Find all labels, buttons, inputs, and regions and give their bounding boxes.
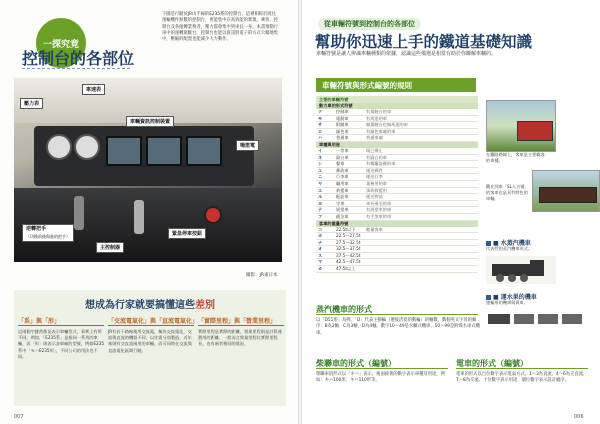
label-info-screen: 車輛資訊控制裝置 bbox=[126, 116, 174, 127]
table-cell-name: 一等車 bbox=[336, 147, 349, 153]
table-cell-note bbox=[366, 266, 478, 272]
table-row bbox=[316, 233, 478, 240]
table-row bbox=[316, 135, 478, 142]
band-col-2 bbox=[108, 316, 199, 354]
table-cell-name: 22.5〜27.5t bbox=[336, 233, 361, 239]
table-cell-name: 控制車 bbox=[336, 109, 349, 114]
table-cell-note: 有駕駛台的車 bbox=[366, 109, 392, 114]
table-cell-note: 運送物品 bbox=[366, 194, 383, 200]
table-cell-code: ス bbox=[318, 252, 323, 258]
table-cell-code: モ bbox=[318, 115, 323, 121]
table-cell-name: 綠色車 bbox=[336, 128, 349, 134]
table-cell-note: 輕量客車 bbox=[366, 226, 383, 232]
locomotive-icon bbox=[486, 256, 556, 284]
table-cell-note: 有手煞車的車 bbox=[366, 213, 392, 219]
mini-title: 從車輛符號到控制台的各部位 bbox=[318, 18, 421, 30]
red-train bbox=[517, 121, 553, 141]
side-freight-title: ■ 運水果的機車 bbox=[486, 292, 537, 301]
table-cell-note bbox=[366, 253, 478, 259]
section-emu: 電車的形式（編號） bbox=[456, 359, 528, 368]
table-cell-code: フ bbox=[318, 213, 323, 219]
table-cell-name: 餐車 bbox=[336, 161, 345, 167]
side-loco-title: ■ 水蒸汽機車 bbox=[486, 238, 531, 247]
table-cell-note bbox=[366, 233, 478, 239]
label-lever-sub: （切換前後與進的把手） bbox=[26, 234, 70, 239]
table-row bbox=[316, 188, 478, 195]
table-cell-code: ニ bbox=[318, 174, 323, 180]
table-section-3: 客車的重量符號 bbox=[316, 221, 478, 227]
table-cell-name: 普通車 bbox=[336, 135, 349, 141]
table-row bbox=[316, 194, 478, 201]
table-cell-name: 守車 bbox=[336, 200, 345, 206]
left-page bbox=[0, 0, 298, 424]
label-horn: 鳴笛電 bbox=[236, 140, 259, 151]
band-col-3-text: 實際里程是實際的距離，營業里程則是計算運費用的距離。一般而言營業里程比實際里程長，也有兩者相同的狀況。 bbox=[198, 329, 282, 347]
table-cell-name: 救援車 bbox=[336, 187, 349, 193]
section-dmu-line bbox=[316, 368, 448, 369]
table-cell-name: 27.5〜32.5t bbox=[336, 239, 361, 245]
table-row bbox=[316, 122, 478, 129]
table-cell-name: 22.5t以下 bbox=[336, 226, 356, 232]
band-col-3 bbox=[198, 316, 284, 348]
table-row bbox=[316, 214, 478, 221]
table-cell-code: マ bbox=[318, 259, 323, 265]
table-cell-name: 郵政車 bbox=[336, 167, 349, 173]
table-row bbox=[316, 201, 478, 208]
table-row bbox=[316, 246, 478, 253]
speed-gauge bbox=[74, 134, 100, 160]
table-cell-note: 有餐廳設備的車 bbox=[366, 161, 396, 167]
section-steam-text: 以「D51形」為例，「D」代表主動輪（連接活塞的動輪）的軸數，數個英文字母的順序：B為2軸、C為3軸、D為4軸。數字10〜49是水櫃式機車，50〜99是附煤水車式機車。 bbox=[316, 318, 480, 336]
right-title: 幫助你迅速上手的鐵道基礎知識 bbox=[315, 33, 533, 51]
train-photo-2 bbox=[532, 170, 600, 212]
table-cell-code: サ bbox=[318, 122, 323, 128]
table-cell-code: ク bbox=[318, 109, 323, 114]
section-steam-line bbox=[316, 314, 478, 315]
table-cell-code: オ bbox=[318, 246, 323, 252]
label-master: 主控制器 bbox=[96, 242, 124, 253]
section-emu-line bbox=[456, 368, 588, 369]
band-col-1-head: 「系」與「形」 bbox=[18, 316, 104, 326]
table-cell-name: 職用車 bbox=[336, 180, 349, 186]
table-cell-code: ル bbox=[318, 194, 323, 200]
table-row bbox=[316, 240, 478, 247]
band-col-1 bbox=[18, 316, 104, 360]
table-row bbox=[316, 161, 478, 168]
table-head: 主要的車輛符號 bbox=[316, 96, 478, 103]
table-cell-name: 寢台車 bbox=[336, 154, 349, 160]
table-row bbox=[316, 207, 478, 214]
steam-loco-drawing bbox=[486, 256, 556, 284]
table-cell-note: 運送行李 bbox=[366, 174, 383, 180]
table-cell-note: 事故救援用 bbox=[366, 187, 387, 193]
table-cell-name: 配給車 bbox=[336, 194, 349, 200]
photo-credit: 攝影：JR東日本 bbox=[246, 273, 278, 278]
band-col-2-text: JR有若干路線使用交流電，稱為交流電化，交流與直流的機器不同，以往需分別製造，近年來則有交直流兩用的車輛，而可同時在交流與直流電化區間行駛。 bbox=[108, 329, 192, 353]
title-underline bbox=[22, 68, 130, 69]
table-cell-name: 47.5t以上 bbox=[336, 266, 356, 272]
side-freight-text: 運輸用的機車與貨車。 bbox=[486, 300, 528, 305]
table-rows-3 bbox=[316, 227, 478, 273]
table-cell-code: イ bbox=[318, 147, 323, 153]
table-row bbox=[316, 181, 478, 188]
band-col-1-text: 這兩個字雖然都是表示車輛型式，事實上有所不同，例如，「E235系」是指同一系列的車輛，而「形」則表示各車廂的型號，例如E235系中「モハE235形」，不同公司的用法也不同。 bbox=[18, 329, 105, 359]
section-dmu-text: 柴聯車的形式以「キハ」表示，後面接著的數字表示車種及用途，例如：キハ100形、キハ110形等。 bbox=[316, 372, 445, 384]
table-cell-name: 緩急車 bbox=[336, 213, 349, 219]
difference-band bbox=[14, 290, 286, 406]
table-row bbox=[316, 266, 478, 273]
table-row bbox=[316, 155, 478, 162]
dashboard-panel bbox=[34, 126, 254, 186]
table-cell-note: 有展望室的車 bbox=[366, 207, 392, 213]
table-cell-code: ヨ bbox=[318, 200, 323, 206]
table-cell-name: 電動車 bbox=[336, 115, 349, 121]
table-cell-name: 32.5〜37.5t bbox=[336, 246, 361, 252]
table-row bbox=[316, 174, 478, 181]
table-cell-note: 運送郵件 bbox=[366, 167, 383, 173]
right-screen bbox=[186, 136, 222, 166]
pressure-gauge bbox=[46, 134, 72, 160]
table-cell-note bbox=[366, 240, 478, 246]
table-cell-note: 無駕駛台也無馬達的車 bbox=[366, 122, 408, 128]
page-title: 控制台的各部位 bbox=[22, 49, 135, 68]
caption-1: 在鐵路路線上，客車是主要載客的車種。 bbox=[486, 152, 545, 163]
table-cell-code: ネ bbox=[318, 154, 323, 160]
table-rows-2 bbox=[316, 148, 478, 221]
table-cell-note: 業務用的車 bbox=[366, 180, 387, 186]
caption-2: 觀光列車「SL人吉號」的客車也是具有特色的車輛。 bbox=[486, 184, 529, 201]
table-cell-name: 37.5〜42.5t bbox=[336, 252, 361, 258]
symbol-table bbox=[316, 96, 478, 273]
master-controller bbox=[134, 200, 144, 234]
table-cell-code: テ bbox=[318, 207, 323, 213]
table-row bbox=[316, 129, 478, 136]
table-cell-note bbox=[366, 259, 478, 265]
table-cell-name: 附隨車 bbox=[336, 122, 349, 128]
train-photo-1 bbox=[486, 100, 556, 152]
table-cell-note: 有寢台的車 bbox=[366, 154, 387, 160]
section-steam: 蒸汽機車的形式 bbox=[316, 305, 372, 314]
center-screen bbox=[146, 136, 182, 166]
table-cell-code: カ bbox=[318, 266, 323, 272]
table-cell-code: ユ bbox=[318, 167, 323, 173]
emergency-button bbox=[204, 206, 222, 224]
table-cell-code: ナ bbox=[318, 239, 323, 245]
table-row bbox=[316, 148, 478, 155]
table-cell-code: ハ bbox=[318, 135, 323, 141]
label-speed: 車速表 bbox=[82, 84, 105, 95]
label-pressure: 壓力表 bbox=[20, 98, 43, 109]
table-cell-note: 有馬達的車 bbox=[366, 115, 387, 121]
table-cell-code: シ bbox=[318, 161, 323, 167]
table-cell-note bbox=[366, 246, 478, 252]
label-lever-main: 逆轉把手 bbox=[26, 226, 47, 232]
table-row bbox=[316, 109, 478, 116]
table-row bbox=[316, 253, 478, 260]
right-subtitle: 車輛符號是讓人辨識車輛種類的依據，認識這些備選是相當有助於你瞭解車輛的。 bbox=[316, 51, 497, 57]
table-cell-name: 行李車 bbox=[336, 174, 349, 180]
intro-text: 下圖是行駛於JR山手線的E235系的控制台。這裡相較於既往運輸機件無數的控制台，更能集中在高效能的實現，乘客、控制台及各運轉業務者，壓力都會集中到車長一身。本書推動行車中的運轉駕駛台，控制台也能以資訊與電子的方式大幅地集中，壓縮的配置也能減少人力動作。 bbox=[162, 12, 279, 43]
page-number-right: 006 bbox=[574, 414, 584, 420]
table-cell-code: エ bbox=[318, 187, 323, 193]
table-cell-name: 42.5〜47.5t bbox=[336, 259, 361, 265]
table-cell-note: 車長乘坐的車 bbox=[366, 200, 392, 206]
table-cell-code: コ bbox=[318, 226, 323, 232]
table-cell-code: ロ bbox=[318, 128, 323, 134]
label-emergency: 緊急停車按鈕 bbox=[168, 228, 206, 239]
brown-train bbox=[539, 187, 597, 203]
table-cell-note: 有綠色車廂的車 bbox=[366, 128, 396, 134]
section-dmu: 柴聯車的形式（編號） bbox=[316, 359, 396, 368]
table-row bbox=[316, 116, 478, 123]
table-row bbox=[316, 227, 478, 234]
table-row bbox=[316, 259, 478, 266]
book-gutter bbox=[298, 0, 302, 424]
side-loco-text: 代表性的蒸汽機車形式。 bbox=[486, 246, 533, 251]
page-number-left: 007 bbox=[14, 414, 24, 420]
label-lever bbox=[22, 224, 74, 242]
table-cell-note: 普通車廂 bbox=[366, 135, 383, 141]
table-rows-1 bbox=[316, 109, 478, 142]
table-row bbox=[316, 168, 478, 175]
section-badge: 一探究竟 bbox=[36, 18, 86, 68]
freight-drawing bbox=[486, 312, 586, 328]
table-cell-name: 展望車 bbox=[336, 207, 349, 213]
rules-banner: 車輛符號與形式編號的規則 bbox=[316, 78, 476, 92]
band-col-3-head: 「實際里程」與「營業里程」 bbox=[198, 316, 284, 326]
table-section-2: 車種與用途 bbox=[316, 142, 478, 148]
band-title: 想成為行家就要搞懂這些差別 bbox=[85, 300, 215, 311]
freight-train-icon bbox=[486, 312, 586, 328]
reverser-lever bbox=[74, 196, 84, 230]
table-cell-code: ホ bbox=[318, 233, 323, 239]
table-section-1: 動力車的形式符號 bbox=[316, 103, 478, 109]
section-emu-text: 電車的形式以百位數字表示電氣方式，1〜3為直流，4〜6為交直流，7〜8為交流。十位數字表示用途，個位數字表示設計順序。 bbox=[456, 372, 588, 384]
left-screen bbox=[106, 136, 142, 166]
table-cell-code: ヤ bbox=[318, 180, 323, 186]
band-col-2-head: 「交流電氣化」與「直流電氣化」 bbox=[108, 318, 199, 325]
table-cell-note: 現已廢止 bbox=[366, 147, 383, 153]
